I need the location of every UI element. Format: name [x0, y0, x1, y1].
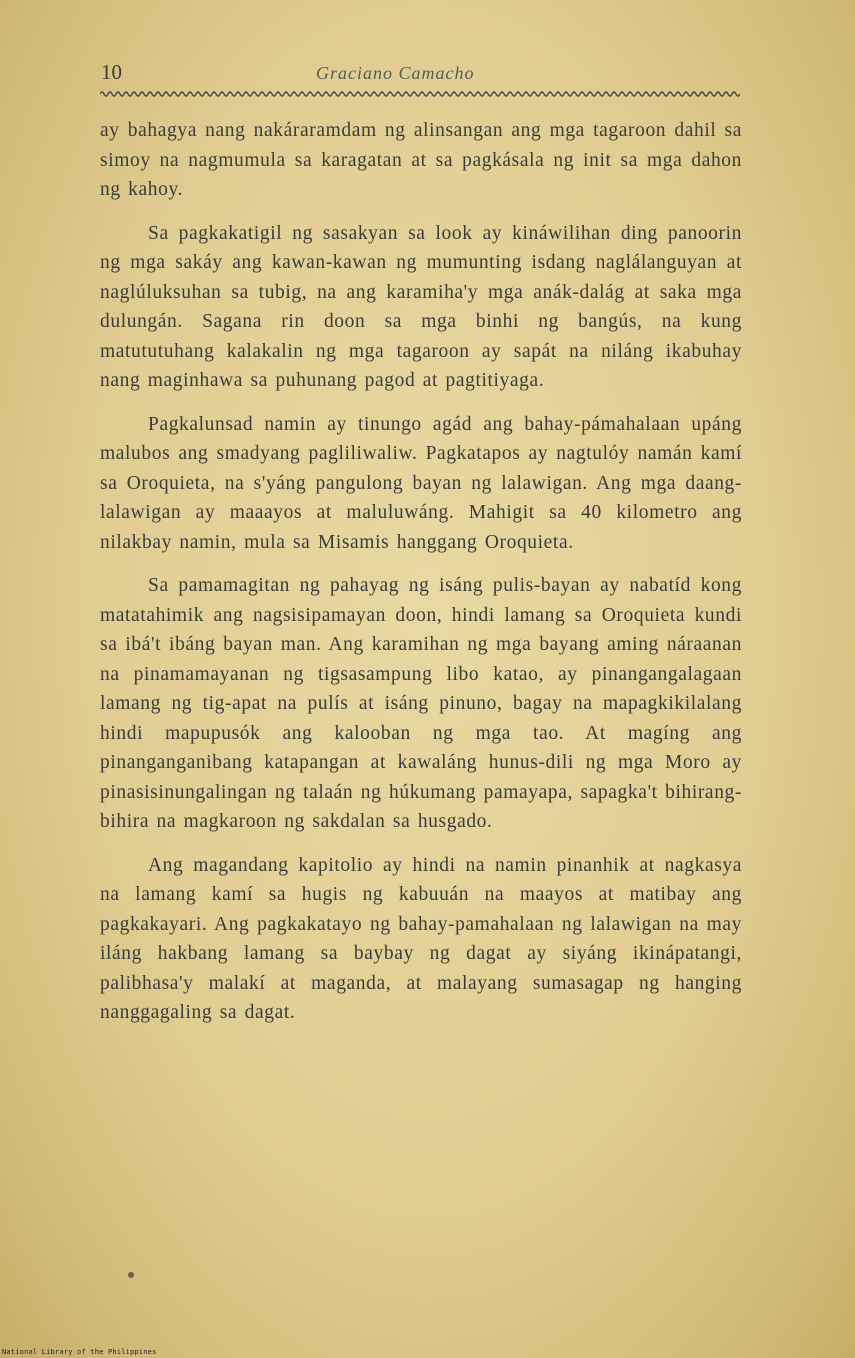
wavy-rule-divider — [100, 90, 740, 98]
body-text — [100, 116, 742, 1042]
page-number: 10 — [101, 60, 122, 84]
page-header — [0, 60, 855, 90]
paragraph: Pagkalunsad namin ay tinungo agád ang bahay-pámahalaan upáng malubos ang smadyang pagliliwaliw. Pagkatapos ay nagtulóy namán kamí sa Oroquieta, na s'yáng pangulong bayan ng lalawigan. Ang mga daang-lalawigan ay maaayos at maluluwáng. Mahigit sa 40 kilometro ang nilakbay namin, mula sa Misamis hanggang Oroquieta. — [100, 413, 742, 553]
paragraph: Sa pagkakatigil ng sasakyan sa look ay kináwilihan ding panoorin ng mga sakáy ang kawan-kawan ng mumunting isdang naglálanguyan at naglúluksuhan sa tubig, na ang karamiha'y mga anák-dalág at saka mga dulungán. Sagana rin doon sa mga binhi ng bangús, na kung matututuhang kalakalin ng mga tagaroon ay sapát na niláng ikabuhay nang maginhawa sa puhunang pagod at pagtitiyaga. — [100, 222, 742, 391]
paragraph: Ang magandang kapitolio ay hindi na namin pinanhik at nagkasya na lamang kamí sa hugis ng kabuuán na maayos at matibay ang pagkakayari. Ang pagkakatayo ng bahay-pamahalaan ng lalawigan na may iláng hakbang lamang sa baybay ng dagat ay siyáng ikinápatangi, palibhasa'y malakí at maganda, at malayang sumasagap ng hanging nanggagaling sa dagat. — [100, 854, 742, 1023]
running-head: Graciano Camacho — [316, 63, 475, 83]
library-credit: National Library of the Philippines — [2, 1348, 157, 1356]
paragraph: Sa pamamagitan ng pahayag ng isáng pulis-bayan ay nabatíd kong matatahimik ang nagsisipamayan doon, hindi lamang sa Oroquieta kundi sa ibá't ibáng bayan man. Ang karamihan ng mga bayang aming náraanan na pinamamayanan ng tigsasampung libo katao, ay pinangangalagaan lamang ng tig-apat na pulís at isáng pinuno, bagay na mapagkikilalang hindi mapupusók ang kalooban ng mga tao. At magíng ang pinanganganibang katapangan at kawaláng hunus-dili ng mga Moro ay pinasisinungalingan ng talaán ng húkumang pamayapa, sapagka't bihirang-bihira na magkaroon ng sakdalan sa husgado. — [100, 575, 742, 832]
ink-spot — [128, 1272, 134, 1278]
paragraph: ay bahagya nang nakáraramdam ng alinsangan ang mga tagaroon dahil sa simoy na nagmumula sa karagatan at sa pagkásala ng init sa mga dahon ng kahoy. — [100, 120, 742, 200]
